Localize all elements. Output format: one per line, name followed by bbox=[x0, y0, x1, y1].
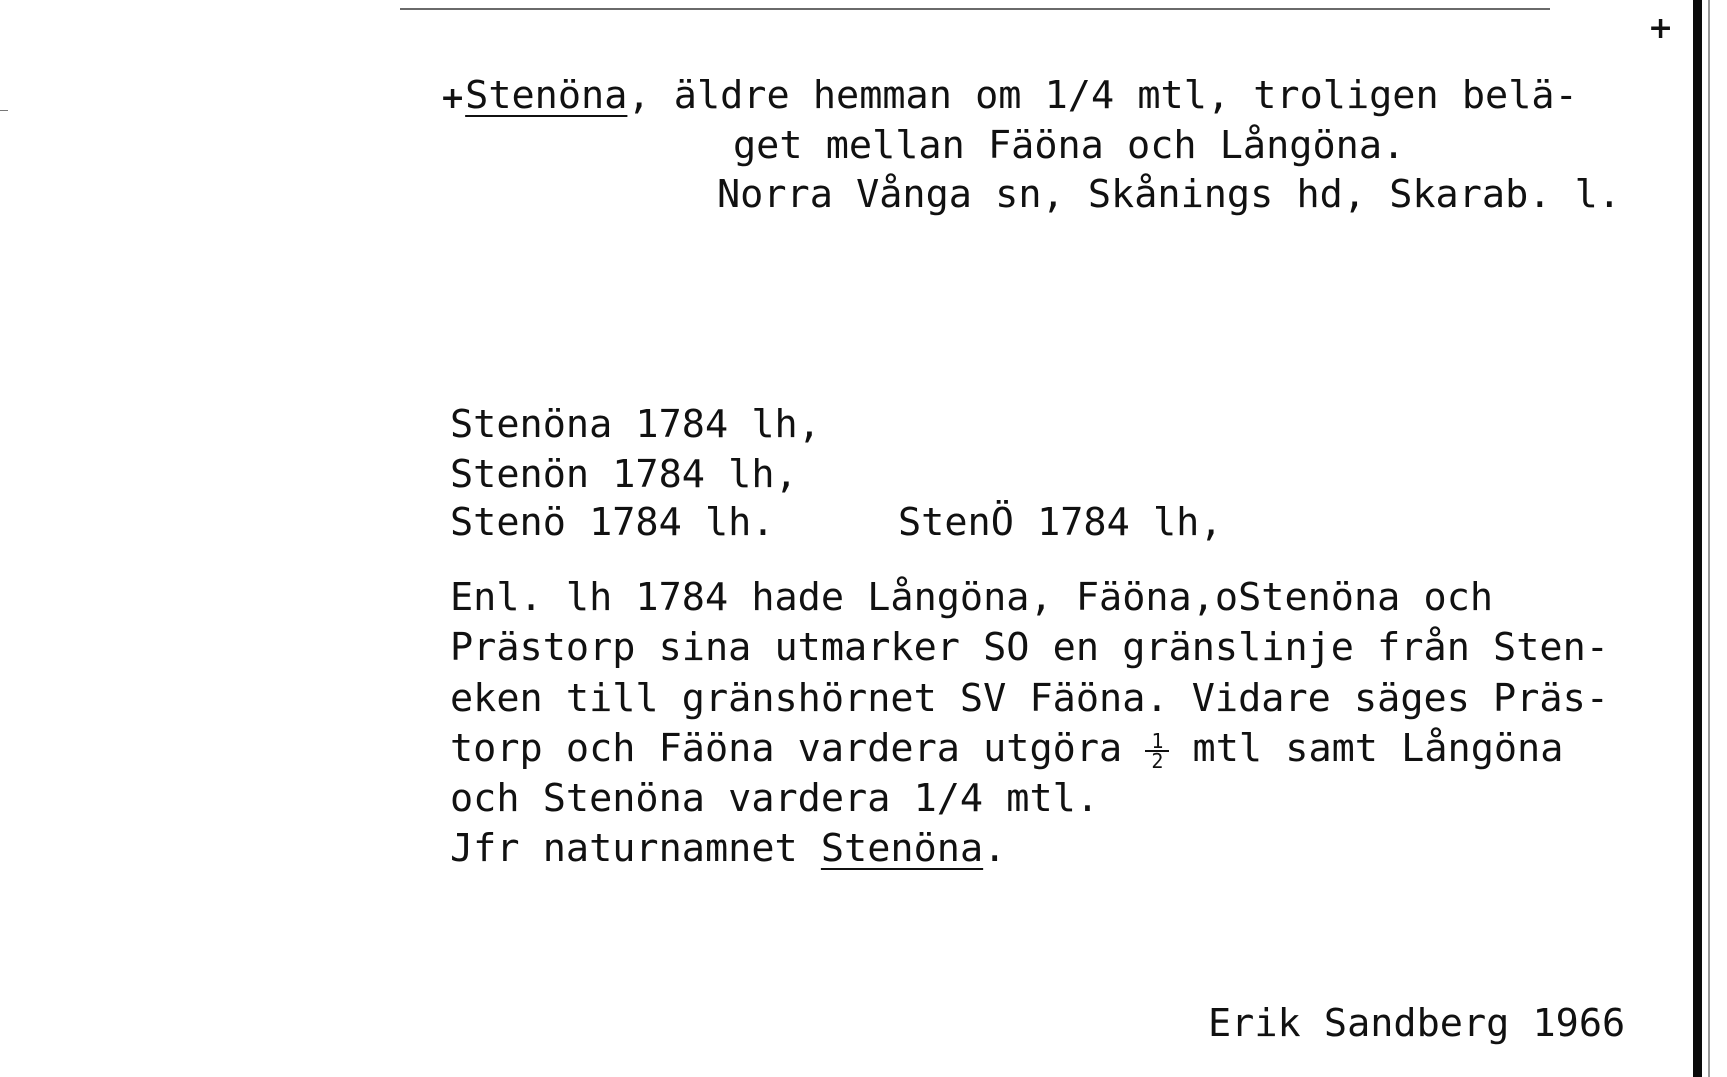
body-line-4-post: mtl samt Långöna bbox=[1169, 726, 1564, 771]
signature: Erik Sandberg 1966 bbox=[1208, 1001, 1626, 1046]
heading-name: Stenöna bbox=[465, 73, 628, 118]
card-right-edge bbox=[1693, 0, 1702, 1077]
form-line-2: Stenön 1784 lh, bbox=[450, 452, 798, 497]
body-line-4 bbox=[450, 727, 1563, 771]
body-line-6 bbox=[450, 827, 1006, 871]
left-margin-mark bbox=[0, 110, 8, 111]
heading-line-3: Norra Vånga sn, Skånings hd, Skarab. l. bbox=[717, 172, 1621, 217]
body-line-6-post: . bbox=[983, 826, 1007, 871]
body-line-4-pre: torp och Fäöna vardera utgöra bbox=[450, 726, 1146, 771]
heading-line-2: get mellan Fäöna och Långöna. bbox=[733, 123, 1406, 168]
body-line-1: Enl. lh 1784 hade Långöna, Fäöna,oStenöna och bbox=[450, 575, 1494, 620]
heading-rest: , äldre hemman om 1/4 mtl, troligen belä- bbox=[627, 73, 1578, 118]
top-rule bbox=[400, 8, 1550, 10]
form-line-1: Stenöna 1784 lh, bbox=[450, 402, 821, 447]
cross-reference-name: Stenöna bbox=[820, 826, 984, 871]
form-line-3a: Stenö 1784 lh. bbox=[450, 500, 775, 545]
dagger-mark: + bbox=[440, 81, 466, 116]
heading-line-1 bbox=[440, 74, 1578, 121]
body-line-6-pre: Jfr naturnamnet bbox=[450, 826, 821, 871]
body-line-3: eken till gränshörnet SV Fäöna. Vidare säges Präs- bbox=[450, 676, 1609, 721]
one-half-fraction bbox=[1145, 728, 1169, 773]
fraction-denominator: 2 bbox=[1151, 748, 1164, 773]
body-line-5: och Stenöna vardera 1/4 mtl. bbox=[450, 776, 1100, 821]
fraction-numerator: 1 bbox=[1145, 732, 1169, 752]
form-line-3b: StenÖ 1784 lh, bbox=[898, 500, 1223, 545]
body-line-2: Prästorp sina utmarker SO en gränslinje från Sten- bbox=[450, 625, 1609, 670]
card-right-edge-shadow bbox=[1708, 0, 1710, 1077]
corner-cross-mark: + bbox=[1648, 11, 1674, 46]
